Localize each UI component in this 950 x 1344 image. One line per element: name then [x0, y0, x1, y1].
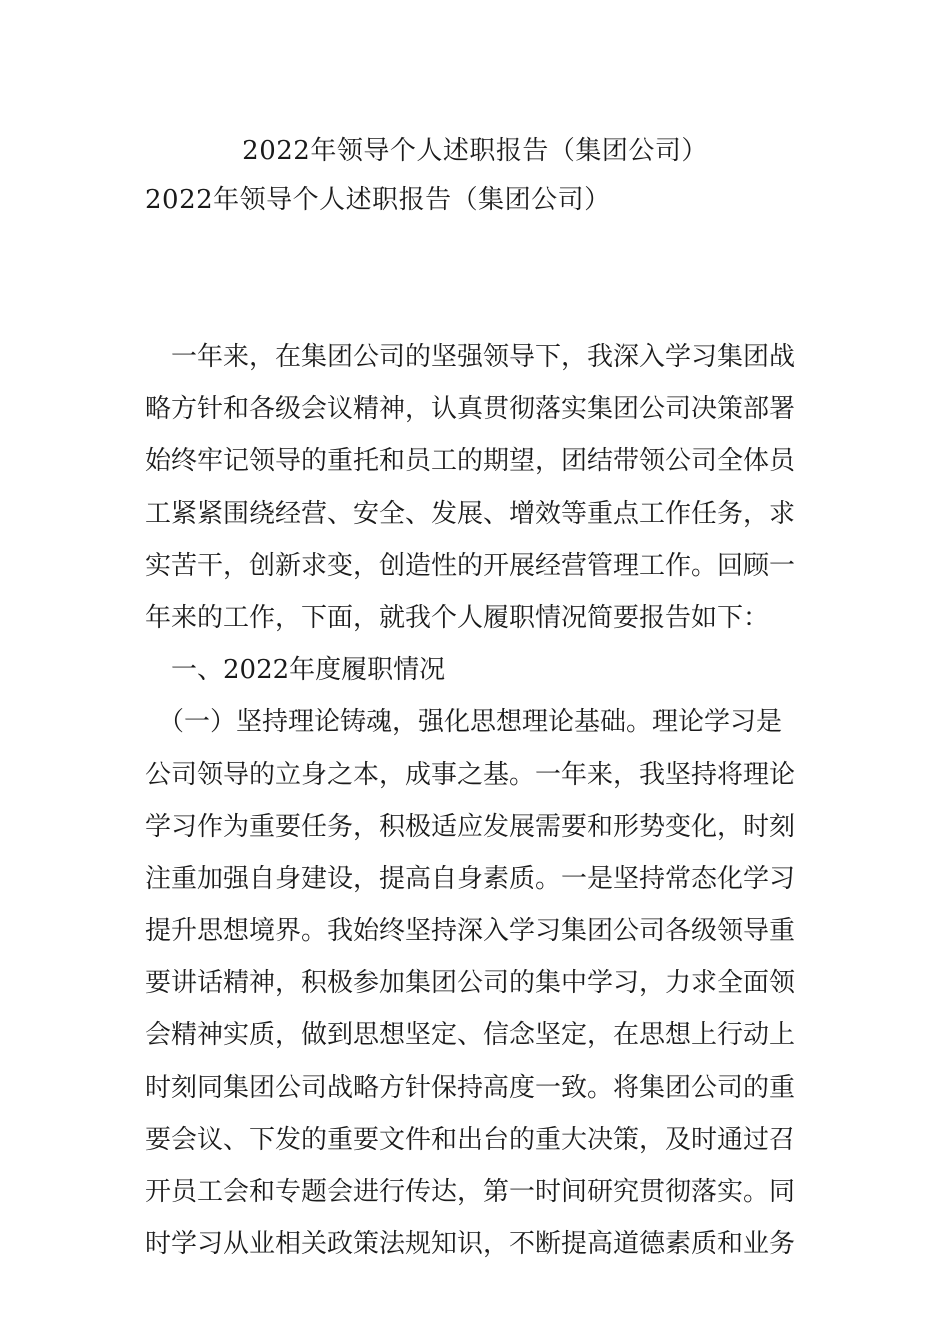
body-line: 时刻同集团公司战略方针保持高度一致。将集团公司的重 — [145, 1072, 796, 1103]
body-line: 实苦干，创新求变，创造性的开展经营管理工作。回顾一 — [145, 550, 796, 581]
body-line: 注重加强自身建设，提高自身素质。一是坚持常态化学习 — [145, 863, 796, 894]
body-line: 开员工会和专题会进行传达，第一时间研究贯彻落实。同 — [145, 1177, 796, 1207]
body-line: 年来的工作，下面，就我个人履职情况简要报告如下： — [145, 602, 770, 633]
document-subtitle: 2022年领导个人述职报告（集团公司） — [145, 185, 611, 215]
body-line: （一）坚持理论铸魂，强化思想理论基础。理论学习是 — [145, 707, 783, 738]
body-line: 要讲话精神，积极参加集团公司的集中学习，力求全面领 — [145, 968, 796, 999]
document-title: 2022年领导个人述职报告（集团公司） — [242, 136, 708, 166]
document-body — [145, 331, 810, 1270]
body-line: 始终牢记领导的重托和员工的期望，团结带领公司全体员 — [145, 446, 796, 477]
body-line: 公司领导的立身之本，成事之基。一年来，我坚持将理论 — [145, 759, 796, 790]
body-line: 会精神实质，做到思想坚定、信念坚定，在思想上行动上 — [145, 1020, 796, 1051]
body-line: 要会议、下发的重要文件和出台的重大决策，及时通过召 — [145, 1124, 796, 1155]
body-line: 时学习从业相关政策法规知识，不断提高道德素质和业务 — [145, 1229, 796, 1260]
body-line: 一年来，在集团公司的坚强领导下，我深入学习集团战 — [145, 342, 796, 372]
body-line: 提升思想境界。我始终坚持深入学习集团公司各级领导重 — [145, 916, 796, 947]
body-line: 工紧紧围绕经营、安全、发展、增效等重点工作任务，求 — [145, 498, 796, 529]
section-heading: 一、2022年度履职情况 — [145, 655, 446, 686]
body-line: 学习作为重要任务，积极适应发展需要和形势变化，时刻 — [145, 811, 796, 842]
body-line: 略方针和各级会议精神，认真贯彻落实集团公司决策部署 — [145, 394, 796, 425]
